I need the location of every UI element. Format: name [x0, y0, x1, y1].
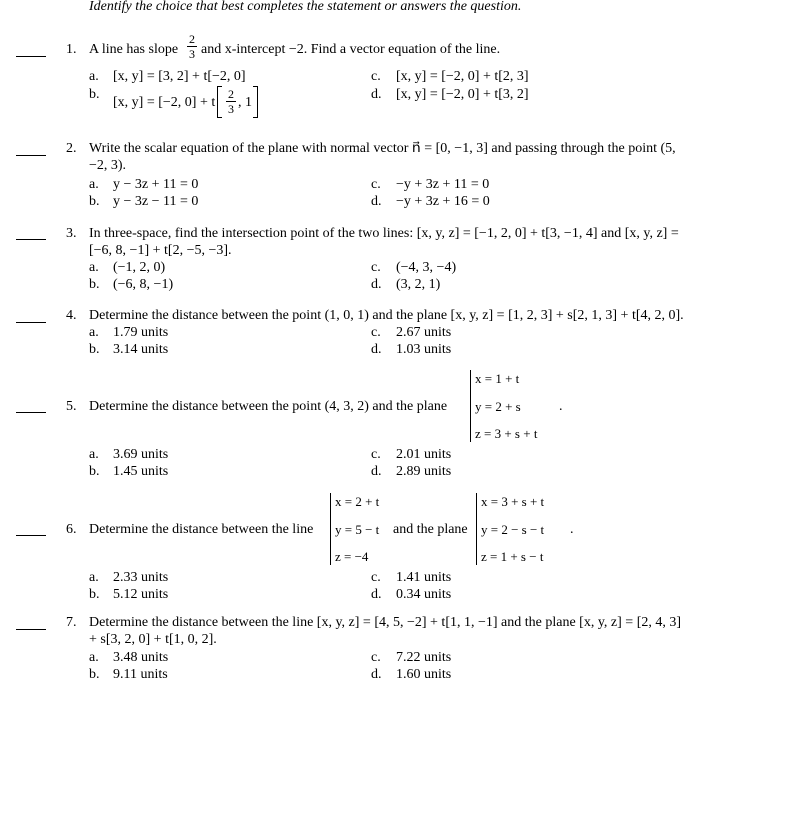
q7-choice-b-letter: b. [89, 667, 100, 682]
q2-choice-a-letter: a. [89, 177, 99, 192]
q6-line-eq-1: x = 2 + t [335, 494, 380, 509]
q1-b-right-bracket [253, 86, 258, 118]
q6-plane-eq-2: y = 2 − s − t [481, 522, 545, 537]
q3-stem-line2: [−6, 8, −1] + t[2, −5, −3]. [89, 243, 232, 258]
q7-choice-c: 7.22 units [396, 650, 452, 665]
q5-choice-d: 2.89 units [396, 464, 452, 479]
q2-choice-b: y − 3z − 11 = 0 [113, 194, 199, 209]
answer-blank-2[interactable] [16, 155, 46, 156]
q1-choice-c: [x, y] = [−2, 0] + t[2, 3] [396, 69, 529, 84]
q1-b-frac-denominator: 3 [228, 102, 234, 116]
question-number-3: 3. [66, 226, 77, 241]
q5-choice-b-letter: b. [89, 464, 100, 479]
q3-choice-d: (3, 2, 1) [396, 277, 441, 292]
q2-choice-c-letter: c. [371, 177, 381, 192]
q6-choice-d: 0.34 units [396, 587, 452, 602]
q2-choice-a: y − 3z + 11 = 0 [113, 177, 199, 192]
q7-stem-line2: + s[3, 2, 0] + t[1, 0, 2]. [89, 632, 217, 647]
answer-blank-4[interactable] [16, 322, 46, 323]
q5-system-brace [470, 370, 471, 442]
q5-period: . [559, 399, 563, 414]
q1-b-frac-numerator: 2 [228, 87, 234, 101]
q6-line-eq-3: z = −4 [335, 549, 369, 564]
q6-choice-b-letter: b. [89, 587, 100, 602]
q6-plane-system-brace [476, 493, 477, 565]
question-number-1: 1. [66, 42, 77, 57]
q1-stem-b: and x-intercept −2. Find a vector equation of the line. [201, 42, 501, 57]
q1-choice-b-pre: [x, y] = [−2, 0] + t [113, 95, 216, 110]
q6-period: . [570, 522, 574, 537]
q4-choice-d: 1.03 units [396, 342, 452, 357]
q1-choice-b-letter: b. [89, 87, 100, 102]
q6-stem-a: Determine the distance between the line [89, 522, 314, 537]
q4-stem: Determine the distance between the point (1, 0, 1) and the plane [x, y, z] = [1, 2, 3] + s[2, 1, 3] + t[4, 2, 0]. [89, 308, 684, 323]
q7-choice-c-letter: c. [371, 650, 381, 665]
q4-choice-d-letter: d. [371, 342, 382, 357]
q5-system-eq-2: y = 2 + s [475, 399, 521, 414]
q1-choice-c-letter: c. [371, 69, 381, 84]
q6-plane-eq-3: z = 1 + s − t [481, 549, 544, 564]
answer-blank-3[interactable] [16, 239, 46, 240]
q5-choice-d-letter: d. [371, 464, 382, 479]
instructions: Identify the choice that best completes the statement or answers the question. [89, 0, 522, 14]
q3-choice-b-letter: b. [89, 277, 100, 292]
q1-slope-numerator: 2 [189, 32, 195, 46]
q4-choice-c-letter: c. [371, 325, 381, 340]
q5-system-eq-3: z = 3 + s + t [475, 426, 538, 441]
q3-choice-a-letter: a. [89, 260, 99, 275]
q3-choice-a: (−1, 2, 0) [113, 260, 166, 275]
q5-stem: Determine the distance between the point (4, 3, 2) and the plane [89, 399, 448, 414]
q3-choice-c-letter: c. [371, 260, 381, 275]
q6-plane-eq-1: x = 3 + s + t [481, 494, 545, 509]
q3-choice-d-letter: d. [371, 277, 382, 292]
q4-choice-b-letter: b. [89, 342, 100, 357]
q2-stem-line2: −2, 3). [89, 158, 127, 173]
q4-choice-a-letter: a. [89, 325, 99, 340]
q4-choice-b: 3.14 units [113, 342, 169, 357]
q5-choice-b: 1.45 units [113, 464, 169, 479]
q7-choice-d-letter: d. [371, 667, 382, 682]
q3-choice-c: (−4, 3, −4) [396, 260, 457, 275]
q5-choice-c: 2.01 units [396, 447, 452, 462]
question-number-6: 6. [66, 522, 77, 537]
q6-line-eq-2: y = 5 − t [335, 522, 380, 537]
answer-blank-6[interactable] [16, 535, 46, 536]
answer-blank-1[interactable] [16, 56, 46, 57]
question-number-5: 5. [66, 399, 77, 414]
q1-choice-b-post: , 1 [238, 95, 252, 110]
question-number-4: 4. [66, 308, 77, 323]
q4-choice-a: 1.79 units [113, 325, 169, 340]
q7-stem-line1: Determine the distance between the line [x, y, z] = [4, 5, −2] + t[1, 1, −1] and the plane [x, y, z] = [2, 4, 3] [89, 615, 682, 630]
q6-stem-b: and the plane [393, 522, 468, 537]
q5-system-eq-1: x = 1 + t [475, 371, 520, 386]
question-number-2: 2. [66, 141, 77, 156]
q5-choice-a-letter: a. [89, 447, 99, 462]
q2-stem-line1: Write the scalar equation of the plane with normal vector n⃗ = [0, −1, 3] and passing through the point (5, [89, 141, 676, 156]
q7-choice-d: 1.60 units [396, 667, 452, 682]
q5-choice-c-letter: c. [371, 447, 381, 462]
q2-choice-d: −y + 3z + 16 = 0 [396, 194, 490, 209]
q1-b-left-bracket [217, 86, 222, 118]
q6-choice-a: 2.33 units [113, 570, 169, 585]
q3-stem-line1: In three-space, find the intersection point of the two lines: [x, y, z] = [−1, 2, 0] + t[3, −1, 4] and [x, y, z] = [89, 226, 679, 241]
q7-choice-a: 3.48 units [113, 650, 169, 665]
q6-line-system-brace [330, 493, 331, 565]
q1-slope-denominator: 3 [189, 47, 195, 61]
q1-choice-a-letter: a. [89, 69, 99, 84]
q1-choice-a: [x, y] = [3, 2] + t[−2, 0] [113, 69, 246, 84]
q6-choice-a-letter: a. [89, 570, 99, 585]
q6-choice-b: 5.12 units [113, 587, 169, 602]
q1-choice-d: [x, y] = [−2, 0] + t[3, 2] [396, 87, 529, 102]
q6-choice-c-letter: c. [371, 570, 381, 585]
q6-choice-d-letter: d. [371, 587, 382, 602]
question-number-7: 7. [66, 615, 77, 630]
q4-choice-c: 2.67 units [396, 325, 452, 340]
q2-choice-d-letter: d. [371, 194, 382, 209]
q3-choice-b: (−6, 8, −1) [113, 277, 174, 292]
q2-choice-b-letter: b. [89, 194, 100, 209]
q5-choice-a: 3.69 units [113, 447, 169, 462]
q6-choice-c: 1.41 units [396, 570, 452, 585]
answer-blank-7[interactable] [16, 629, 46, 630]
q7-choice-a-letter: a. [89, 650, 99, 665]
q2-choice-c: −y + 3z + 11 = 0 [396, 177, 490, 192]
q1-choice-d-letter: d. [371, 87, 382, 102]
q7-choice-b: 9.11 units [113, 667, 168, 682]
q1-stem-a: A line has slope [89, 42, 179, 57]
answer-blank-5[interactable] [16, 412, 46, 413]
